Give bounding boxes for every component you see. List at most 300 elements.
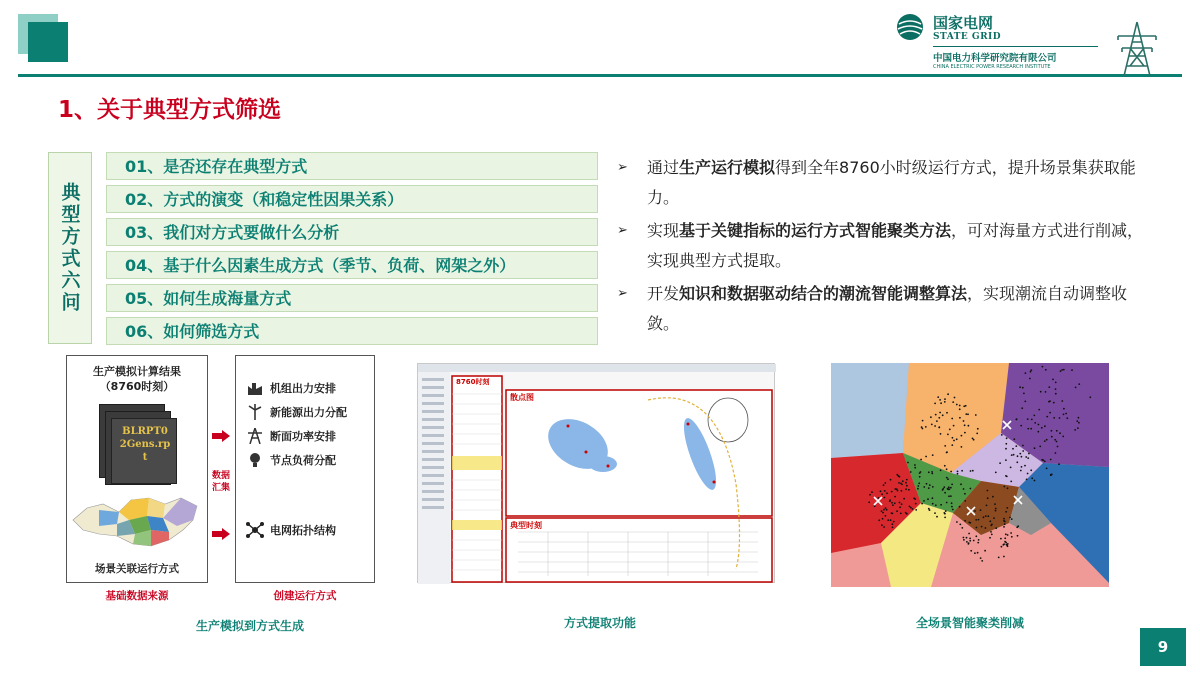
- scatter-dot: [928, 487, 930, 489]
- scatter-dot: [991, 534, 993, 536]
- scatter-dot: [886, 492, 888, 494]
- scatter-dot: [961, 527, 963, 529]
- scatter-dot: [944, 465, 946, 467]
- scatter-dot: [1078, 417, 1080, 419]
- scatter-dot: [1029, 378, 1031, 380]
- scatter-dot: [1030, 469, 1032, 471]
- scatter-dot: [995, 527, 997, 529]
- scatter-dot: [966, 541, 968, 543]
- scatter-dot: [944, 445, 946, 447]
- scatter-dot: [880, 490, 882, 492]
- scatter-dot: [989, 520, 991, 522]
- scatter-dot: [1075, 387, 1077, 389]
- scatter-dot: [998, 557, 1000, 559]
- bullet-item: ➢ 实现基于关键指标的运行方式智能聚类方法，可对海量方式进行削减，实现典型方式提取。: [615, 216, 1155, 276]
- scatter-dot: [909, 506, 911, 508]
- scatter-dot: [953, 425, 955, 427]
- scatter-dot: [987, 490, 989, 492]
- scatter-dot: [1056, 430, 1058, 432]
- scatter-dot: [915, 503, 917, 505]
- scatter-dot: [874, 505, 876, 507]
- scatter-dot: [884, 497, 886, 499]
- scatter-dot: [974, 510, 976, 512]
- scatter-dot: [935, 504, 937, 506]
- scatter-dot: [1053, 402, 1055, 404]
- scatter-dot: [953, 440, 955, 442]
- scatter-dot: [1021, 407, 1023, 409]
- scatter-dot: [910, 471, 912, 473]
- scatter-dot: [1044, 440, 1046, 442]
- scatter-dot: [994, 503, 996, 505]
- scatter-dot: [1017, 535, 1019, 537]
- scatter-dot: [1022, 445, 1024, 447]
- scatter-dot: [956, 404, 958, 406]
- scatter-dot: [883, 526, 885, 528]
- bulb-icon: [246, 452, 264, 468]
- scatter-dot: [935, 414, 937, 416]
- scatter-dot: [891, 523, 893, 525]
- scatter-dot: [894, 488, 896, 490]
- corner-decoration: [18, 14, 68, 60]
- scatter-dot: [903, 498, 905, 500]
- bullet-item: ➢ 开发知识和数据驱动结合的潮流智能调整算法，实现潮流自动调整收敛。: [615, 279, 1155, 339]
- scatter-dot: [894, 496, 896, 498]
- scatter-dot: [1025, 456, 1027, 458]
- result-files-icon: [99, 404, 179, 484]
- scatter-dot: [900, 513, 902, 515]
- sim-result-title: 生产模拟计算结果 （8760时刻）: [93, 365, 181, 393]
- scatter-dot: [890, 479, 892, 481]
- scatter-dot: [1027, 473, 1029, 475]
- scatter-dot: [944, 517, 946, 519]
- question-item: 04、基于什么因素生成方式（季节、负荷、网架之外）: [106, 251, 598, 279]
- six-questions-side-label: [48, 152, 92, 344]
- op-item: 断面功率安排: [246, 428, 336, 444]
- scatter-dot: [1005, 448, 1007, 450]
- scatter-dot: [1003, 526, 1005, 528]
- scatter-dot: [964, 520, 966, 522]
- scatter-dot: [995, 472, 997, 474]
- build-label: 创建运行方式: [273, 590, 337, 602]
- scatter-dot: [887, 519, 889, 521]
- scatter-dot: [1049, 412, 1051, 414]
- scatter-dot: [886, 509, 888, 511]
- scatter-dot: [1025, 372, 1027, 374]
- scatter-dot: [906, 479, 908, 481]
- scatter-dot: [1052, 379, 1054, 381]
- scatter-dot: [990, 531, 992, 533]
- globe-icon: [895, 12, 925, 42]
- scatter-dot: [964, 424, 966, 426]
- scatter-dot: [1005, 542, 1007, 544]
- scatter-dot: [991, 524, 993, 526]
- scatter-dot: [1055, 393, 1057, 395]
- scatter-dot: [1028, 453, 1030, 455]
- scatter-dot: [914, 467, 916, 469]
- scatter-dot: [899, 502, 901, 504]
- scatter-dot: [1016, 526, 1018, 528]
- scatter-dot: [1000, 538, 1002, 540]
- red-arrow-icon: [212, 528, 230, 540]
- scatter-dot: [1001, 546, 1003, 548]
- scatter-dot: [927, 498, 929, 500]
- scatter-dot: [1063, 414, 1065, 416]
- panel2-caption: 方式提取功能: [563, 616, 636, 630]
- scatter-dot: [1042, 366, 1044, 368]
- scatter-dot: [1007, 534, 1009, 536]
- op-item: 机组出力安排: [246, 380, 336, 396]
- scatter-dot: [906, 513, 908, 515]
- scatter-dot: [942, 414, 944, 416]
- scatter-dot: [1001, 434, 1003, 436]
- scatter-dot: [989, 537, 991, 539]
- scatter-dot: [940, 469, 942, 471]
- scatter-dot: [885, 507, 887, 509]
- scatter-dot: [878, 497, 880, 499]
- scatter-dot: [952, 509, 954, 511]
- scatter-dot: [966, 537, 968, 539]
- scatter-dot: [878, 519, 880, 521]
- op-item: 电网拓扑结构: [246, 522, 336, 538]
- scatter-dot: [908, 489, 910, 491]
- scatter-dot: [907, 462, 909, 464]
- scatter-dot: [978, 539, 980, 541]
- scatter-dot: [1022, 387, 1024, 389]
- scatter-dot: [950, 487, 952, 489]
- scatter-dot: [871, 491, 873, 493]
- wind-turbine-icon: [246, 404, 264, 420]
- scatter-dot: [1061, 369, 1063, 371]
- scatter-dot: [1007, 543, 1009, 545]
- scatter-dot: [868, 501, 870, 503]
- scatter-dot: [947, 478, 949, 480]
- scatter-dot: [925, 456, 927, 458]
- panel3-caption: 全场景智能聚类削减: [915, 616, 1024, 630]
- scatter-dot: [1004, 523, 1006, 525]
- scatter-dot: [963, 537, 965, 539]
- scatter-dot: [1020, 425, 1022, 427]
- scatter-dot: [946, 452, 948, 454]
- scatter-dot: [946, 468, 948, 470]
- scatter-dot: [946, 502, 948, 504]
- scatter-dot: [1065, 413, 1067, 415]
- bullet-item: ➢ 通过生产运行模拟得到全年8760小时级运行方式，提升场景集获取能力。: [615, 153, 1155, 213]
- institute-name: 中国电力科学研究院有限公司: [933, 53, 1057, 64]
- scatter-dot: [1003, 543, 1005, 545]
- map-caption: 场景关联运行方式: [95, 563, 179, 575]
- scatter-dot: [1051, 436, 1053, 438]
- scatter-dot: [950, 495, 952, 497]
- scatter-dot: [902, 480, 904, 482]
- scatter-dot: [905, 488, 907, 490]
- scatter-dot: [934, 403, 936, 405]
- question-item: 02、方式的演变（和稳定性因果关系）: [106, 185, 598, 213]
- scatter-dot: [913, 497, 915, 499]
- panel1-caption: 生产模拟到方式生成: [195, 619, 304, 633]
- scatter-dot: [1015, 445, 1017, 447]
- scatter-dot: [944, 492, 946, 494]
- scatter-dot: [884, 490, 886, 492]
- scatter-dot: [1034, 480, 1036, 482]
- scatter-dot: [954, 397, 956, 399]
- scatter-dot: [1074, 429, 1076, 431]
- transmission-tower-icon: [1112, 20, 1162, 78]
- bullet-list: [615, 153, 1155, 342]
- scatter-dot: [934, 425, 936, 427]
- scatter-dot: [945, 510, 947, 512]
- scatter-dot: [929, 484, 931, 486]
- scatter-dot: [896, 474, 898, 476]
- red-arrow-icon: [212, 430, 230, 442]
- scatter-dot: [885, 515, 887, 517]
- scatter-dot: [959, 524, 961, 526]
- scatter-dot: [1007, 487, 1009, 489]
- cluster-voronoi-figure: [831, 363, 1109, 587]
- label-typical: 典型时刻: [510, 521, 542, 530]
- scatter-dot: [980, 509, 982, 511]
- scatter-dot: [1011, 536, 1013, 538]
- scatter-dot: [1089, 396, 1091, 398]
- page-title: 1、关于典型方式筛选: [58, 97, 282, 123]
- scatter-dot: [905, 482, 907, 484]
- scatter-dot: [963, 539, 965, 541]
- scatter-dot: [930, 416, 932, 418]
- scatter-dot: [947, 488, 949, 490]
- generator-icon: [246, 380, 264, 396]
- scatter-dot: [914, 464, 916, 466]
- scatter-dot: [952, 401, 954, 403]
- scatter-dot: [968, 543, 970, 545]
- scatter-dot: [1011, 454, 1013, 456]
- file-name-text: BLRPT0 2Gens.rp t: [119, 426, 171, 463]
- scatter-dot: [968, 533, 970, 535]
- network-topology-icon: [246, 522, 264, 538]
- scatter-dot: [957, 473, 959, 475]
- scatter-dot: [1021, 466, 1023, 468]
- scatter-dot: [1037, 431, 1039, 433]
- scatter-dot: [987, 515, 989, 517]
- scatter-dot: [1045, 369, 1047, 371]
- scatter-dot: [975, 414, 977, 416]
- scatter-dot: [975, 535, 977, 537]
- six-questions-list: [106, 152, 598, 350]
- scatter-dot: [964, 500, 966, 502]
- scatter-dot: [1019, 386, 1021, 388]
- scatter-dot: [928, 508, 930, 510]
- scatter-dot: [944, 398, 946, 400]
- scatter-dot: [995, 508, 997, 510]
- scatter-dot: [999, 462, 1001, 464]
- question-item: 05、如何生成海量方式: [106, 284, 598, 312]
- scatter-dot: [1059, 432, 1061, 434]
- scatter-dot: [973, 439, 975, 441]
- mode-extraction-screenshot: [417, 363, 775, 583]
- scatter-dot: [901, 490, 903, 492]
- scatter-dot: [1027, 428, 1029, 430]
- scatter-dot: [921, 426, 923, 428]
- scatter-dot: [923, 500, 925, 502]
- scatter-dot: [920, 459, 922, 461]
- scatter-dot: [939, 412, 941, 414]
- scatter-dot: [882, 512, 884, 514]
- scatter-dot: [1059, 417, 1061, 419]
- scatter-dot: [968, 425, 970, 427]
- scatter-dot: [1054, 439, 1056, 441]
- scatter-dot: [1048, 386, 1050, 388]
- data-collect-label: 数据汇集: [211, 471, 230, 493]
- scatter-dot: [1010, 532, 1012, 534]
- scatter-dot: [984, 550, 986, 552]
- scatter-dot: [1012, 448, 1014, 450]
- scatter-dot: [961, 446, 963, 448]
- scatter-dot: [973, 540, 975, 542]
- institute-name-en: CHINA ELECTRIC POWER RESEARCH INSTITUTE: [933, 64, 1051, 70]
- scatter-dot: [948, 486, 950, 488]
- scatter-dot: [947, 393, 949, 395]
- data-source-box: [66, 355, 208, 583]
- scatter-dot: [976, 527, 978, 529]
- create-mode-box: [235, 355, 375, 583]
- scatter-dot: [1005, 533, 1007, 535]
- scatter-dot: [1078, 383, 1080, 385]
- scatter-dot: [932, 454, 934, 456]
- scatter-dot: [1063, 369, 1065, 371]
- scatter-dot: [1005, 459, 1007, 461]
- scatter-dot: [1044, 460, 1046, 462]
- scatter-dot: [940, 402, 942, 404]
- bullet-arrow-icon: ➢: [617, 223, 628, 238]
- scatter-dot: [937, 396, 939, 398]
- scatter-dot: [1020, 470, 1022, 472]
- scatter-dot: [1078, 422, 1080, 424]
- scatter-dot: [959, 408, 961, 410]
- scatter-dot: [1041, 459, 1043, 461]
- scatter-dot: [1006, 507, 1008, 509]
- op-item: 新能源出力分配: [246, 404, 347, 420]
- scatter-dot: [1005, 511, 1007, 513]
- question-item: 03、我们对方式要做什么分析: [106, 218, 598, 246]
- scatter-dot: [932, 486, 934, 488]
- scatter-dot: [926, 483, 928, 485]
- source-label: 基础数据来源: [105, 590, 169, 602]
- scatter-dot: [896, 510, 898, 512]
- scatter-dot: [915, 509, 917, 511]
- scatter-dot: [960, 483, 962, 485]
- scatter-dot: [940, 433, 942, 435]
- scatter-dot: [1034, 422, 1036, 424]
- scatter-dot: [1039, 446, 1041, 448]
- scatter-dot: [1021, 456, 1023, 458]
- scatter-dot: [978, 519, 980, 521]
- scatter-dot: [1055, 388, 1057, 390]
- scatter-dot: [959, 405, 961, 407]
- scatter-dot: [1006, 476, 1008, 478]
- scatter-dot: [1071, 369, 1073, 371]
- scatter-dot: [1057, 446, 1059, 448]
- scatter-dot: [963, 420, 965, 422]
- scatter-dot: [964, 432, 966, 434]
- scatter-dot: [883, 509, 885, 511]
- label-8760: 8760时刻: [456, 378, 490, 386]
- scatter-dot: [970, 470, 972, 472]
- scatter-dot: [956, 438, 958, 440]
- scatter-dot: [1056, 441, 1058, 443]
- scatter-dot: [951, 444, 953, 446]
- scatter-dot: [1050, 459, 1052, 461]
- scatter-dot: [892, 526, 894, 528]
- question-item: 01、是否还存在典型方式: [106, 152, 598, 180]
- scatter-dot: [881, 524, 883, 526]
- scatter-dot: [883, 484, 885, 486]
- scatter-dot: [977, 552, 979, 554]
- scatter-dot: [976, 433, 978, 435]
- scatter-dot: [932, 497, 934, 499]
- scatter-dot: [948, 495, 950, 497]
- scatter-dot: [975, 519, 977, 521]
- scatter-dot: [1006, 437, 1008, 439]
- op-item: 节点负荷分配: [246, 452, 336, 468]
- scatter-dot: [899, 506, 901, 508]
- scatter-dot: [1031, 419, 1033, 421]
- china-grid-map: [69, 490, 205, 554]
- scatter-dot: [1024, 465, 1026, 467]
- scatter-dot: [925, 426, 927, 428]
- scatter-dot: [1024, 401, 1026, 403]
- scatter-dot: [1045, 391, 1047, 393]
- scatter-dot: [936, 420, 938, 422]
- scatter-dot: [1003, 556, 1005, 558]
- scatter-dot: [1013, 454, 1015, 456]
- scatter-dot: [938, 417, 940, 419]
- bullet-arrow-icon: ➢: [617, 286, 628, 301]
- scatter-dot: [985, 515, 987, 517]
- scatter-dot: [891, 502, 893, 504]
- logo-cn-text: 国家电网: [933, 14, 994, 32]
- scatter-dot: [882, 518, 884, 520]
- header-divider: [18, 74, 1182, 77]
- scatter-dot: [891, 491, 893, 493]
- question-item: 06、如何筛选方式: [106, 317, 598, 345]
- scatter-dot: [1015, 419, 1017, 421]
- scatter-dot: [981, 526, 983, 528]
- scatter-dot: [992, 496, 994, 498]
- scatter-dot: [951, 484, 953, 486]
- scatter-dot: [951, 418, 953, 420]
- scatter-dot: [944, 401, 946, 403]
- scatter-dot: [1038, 424, 1040, 426]
- scatter-dot: [917, 488, 919, 490]
- scatter-dot: [965, 413, 967, 415]
- scatter-dot: [1076, 420, 1078, 422]
- scatter-dot: [898, 482, 900, 484]
- scatter-dot: [947, 434, 949, 436]
- scatter-dot: [983, 516, 985, 518]
- scatter-dot: [1041, 427, 1043, 429]
- scatter-dot: [884, 482, 886, 484]
- scatter-dot: [920, 471, 922, 473]
- scatter-dot: [894, 502, 896, 504]
- scatter-dot: [944, 513, 946, 515]
- scatter-dot: [1034, 447, 1036, 449]
- scatter-dot: [919, 476, 921, 478]
- scatter-dot: [969, 538, 971, 540]
- scatter-dot: [987, 497, 989, 499]
- scatter-dot: [1077, 427, 1079, 429]
- scatter-dot: [912, 508, 914, 510]
- bullet-arrow-icon: ➢: [617, 160, 628, 175]
- scatter-dot: [963, 405, 965, 407]
- scatter-dot: [1026, 479, 1028, 481]
